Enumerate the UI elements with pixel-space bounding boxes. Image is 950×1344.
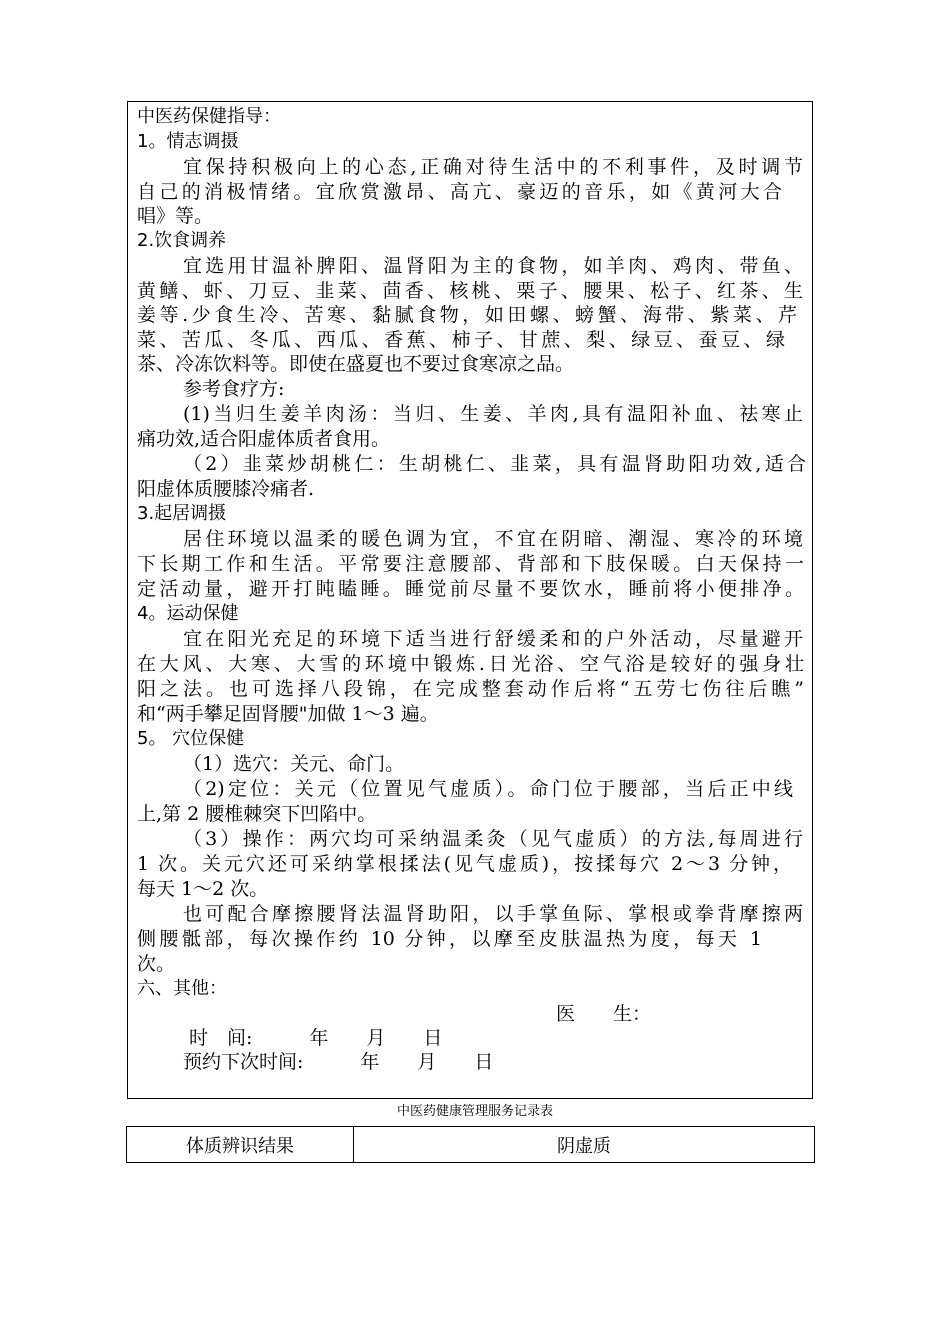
section-5-line: 侧腰骶部，每次操作约 10 分钟，以摩至皮肤温热为度，每天 1	[137, 928, 762, 950]
section-5-title: 5。 穴位保健	[137, 728, 245, 749]
section-6-title: 六、其他：	[137, 978, 227, 999]
recipe-line: 阳虚体质腰膝冷痛者.	[137, 478, 315, 500]
form-caption: 中医药健康管理服务记录表	[396, 1104, 553, 1119]
section-2-line: 茶、冷冻饮料等。即使在盛夏也不要过食寒凉之品。	[137, 353, 575, 375]
section-5-line: 每天 1～2 次。	[137, 878, 269, 900]
result-value: 阴虚质	[557, 1135, 611, 1157]
constitution-result-table	[126, 1126, 815, 1163]
section-2-line: 菜、苦瓜、冬瓜、西瓜、香蕉、柿子、甘蔗、梨、绿豆、蚕豆、绿	[137, 329, 785, 351]
section-2-title: 2.饮食调养	[137, 230, 227, 251]
section-5-line: 次。	[137, 953, 176, 975]
section-2-line: 宜选用甘温补脾阳、温肾阳为主的食物，如羊肉、鸡肉、带鱼、	[183, 255, 803, 277]
section-4-line: 和“两手攀足固肾腰"加做 1～3 遍。	[137, 703, 439, 725]
section-5-line: （3）操作：两穴均可采纳温柔灸（见气虚质）的方法,每周进行	[183, 828, 803, 850]
section-5-line: （1）选穴：关元、命门。	[183, 753, 405, 775]
guide-title: 中医药保健指导：	[137, 106, 281, 127]
section-4-title: 4。运动保健	[137, 603, 239, 624]
recipe-line: 痛功效,适合阳虚体质者食用。	[137, 428, 391, 450]
section-4-line: 阳之法。也可选择八段锦，在完成整套动作后将“五劳七伤往后瞧”	[137, 678, 804, 700]
section-4-line: 在大风、大寒、大雪的环境中锻炼.日光浴、空气浴是较好的强身壮	[137, 653, 804, 675]
section-2-line: 姜等.少食生冷、苦寒、黏腻食物，如田螺、螃蟹、海带、紫菜、芹	[137, 304, 797, 326]
section-5-line: 1 次。关元穴还可采纳掌根揉法(见气虚质)，按揉每穴 2～3 分钟，	[137, 853, 792, 875]
section-5-line: 上,第 2 腰椎棘突下凹陷中。	[137, 803, 377, 825]
section-1-line: 宜保持积极向上的心态,正确对待生活中的不利事件，及时调节	[183, 156, 803, 178]
recipe-heading: 参考食疗方:	[183, 378, 285, 400]
visit-date-label: 时 间: 年 月 日	[189, 1027, 443, 1049]
recipe-line: (1)当归生姜羊肉汤：当归、生姜、羊肉,具有温阳补血、祛寒止	[183, 403, 803, 425]
section-5-line: 也可配合摩擦腰肾法温肾助阳，以手掌鱼际、掌根或拳背摩擦两	[183, 903, 803, 925]
section-3-line: 下长期工作和生活。平常要注意腰部、背部和下肢保暖。白天保持一	[137, 553, 804, 575]
section-1-title: 1。情志调摄	[137, 131, 239, 152]
next-appointment-label: 预约下次时间: 年 月 日	[183, 1051, 494, 1073]
section-3-title: 3.起居调摄	[137, 503, 227, 524]
recipe-line: （2）韭菜炒胡桃仁：生胡桃仁、韭菜，具有温肾助阳功效,适合	[183, 453, 806, 475]
section-3-line: 定活动量，避开打盹瞌睡。睡觉前尽量不要饮水，睡前将小便排净。	[137, 578, 804, 600]
section-4-line: 宜在阳光充足的环境下适当进行舒缓柔和的户外活动，尽量避开	[183, 628, 803, 650]
section-2-line: 黄鳝、虾、刀豆、韭菜、茴香、核桃、栗子、腰果、松子、红茶、生	[137, 280, 803, 302]
section-5-line: （2)定位：关元（位置见气虚质）。命门位于腰部，当后正中线	[183, 778, 793, 800]
section-1-line: 自己的消极情绪。宜欣赏激昂、高亢、豪迈的音乐，如《黄河大合	[137, 181, 782, 203]
doctor-signature-label: 医 生：	[556, 1003, 652, 1025]
result-label: 体质辨识结果	[127, 1127, 354, 1162]
section-1-line: 唱》等。	[137, 205, 214, 227]
section-3-line: 居住环境以温柔的暖色调为宜，不宜在阴暗、潮湿、寒冷的环境	[183, 528, 803, 550]
